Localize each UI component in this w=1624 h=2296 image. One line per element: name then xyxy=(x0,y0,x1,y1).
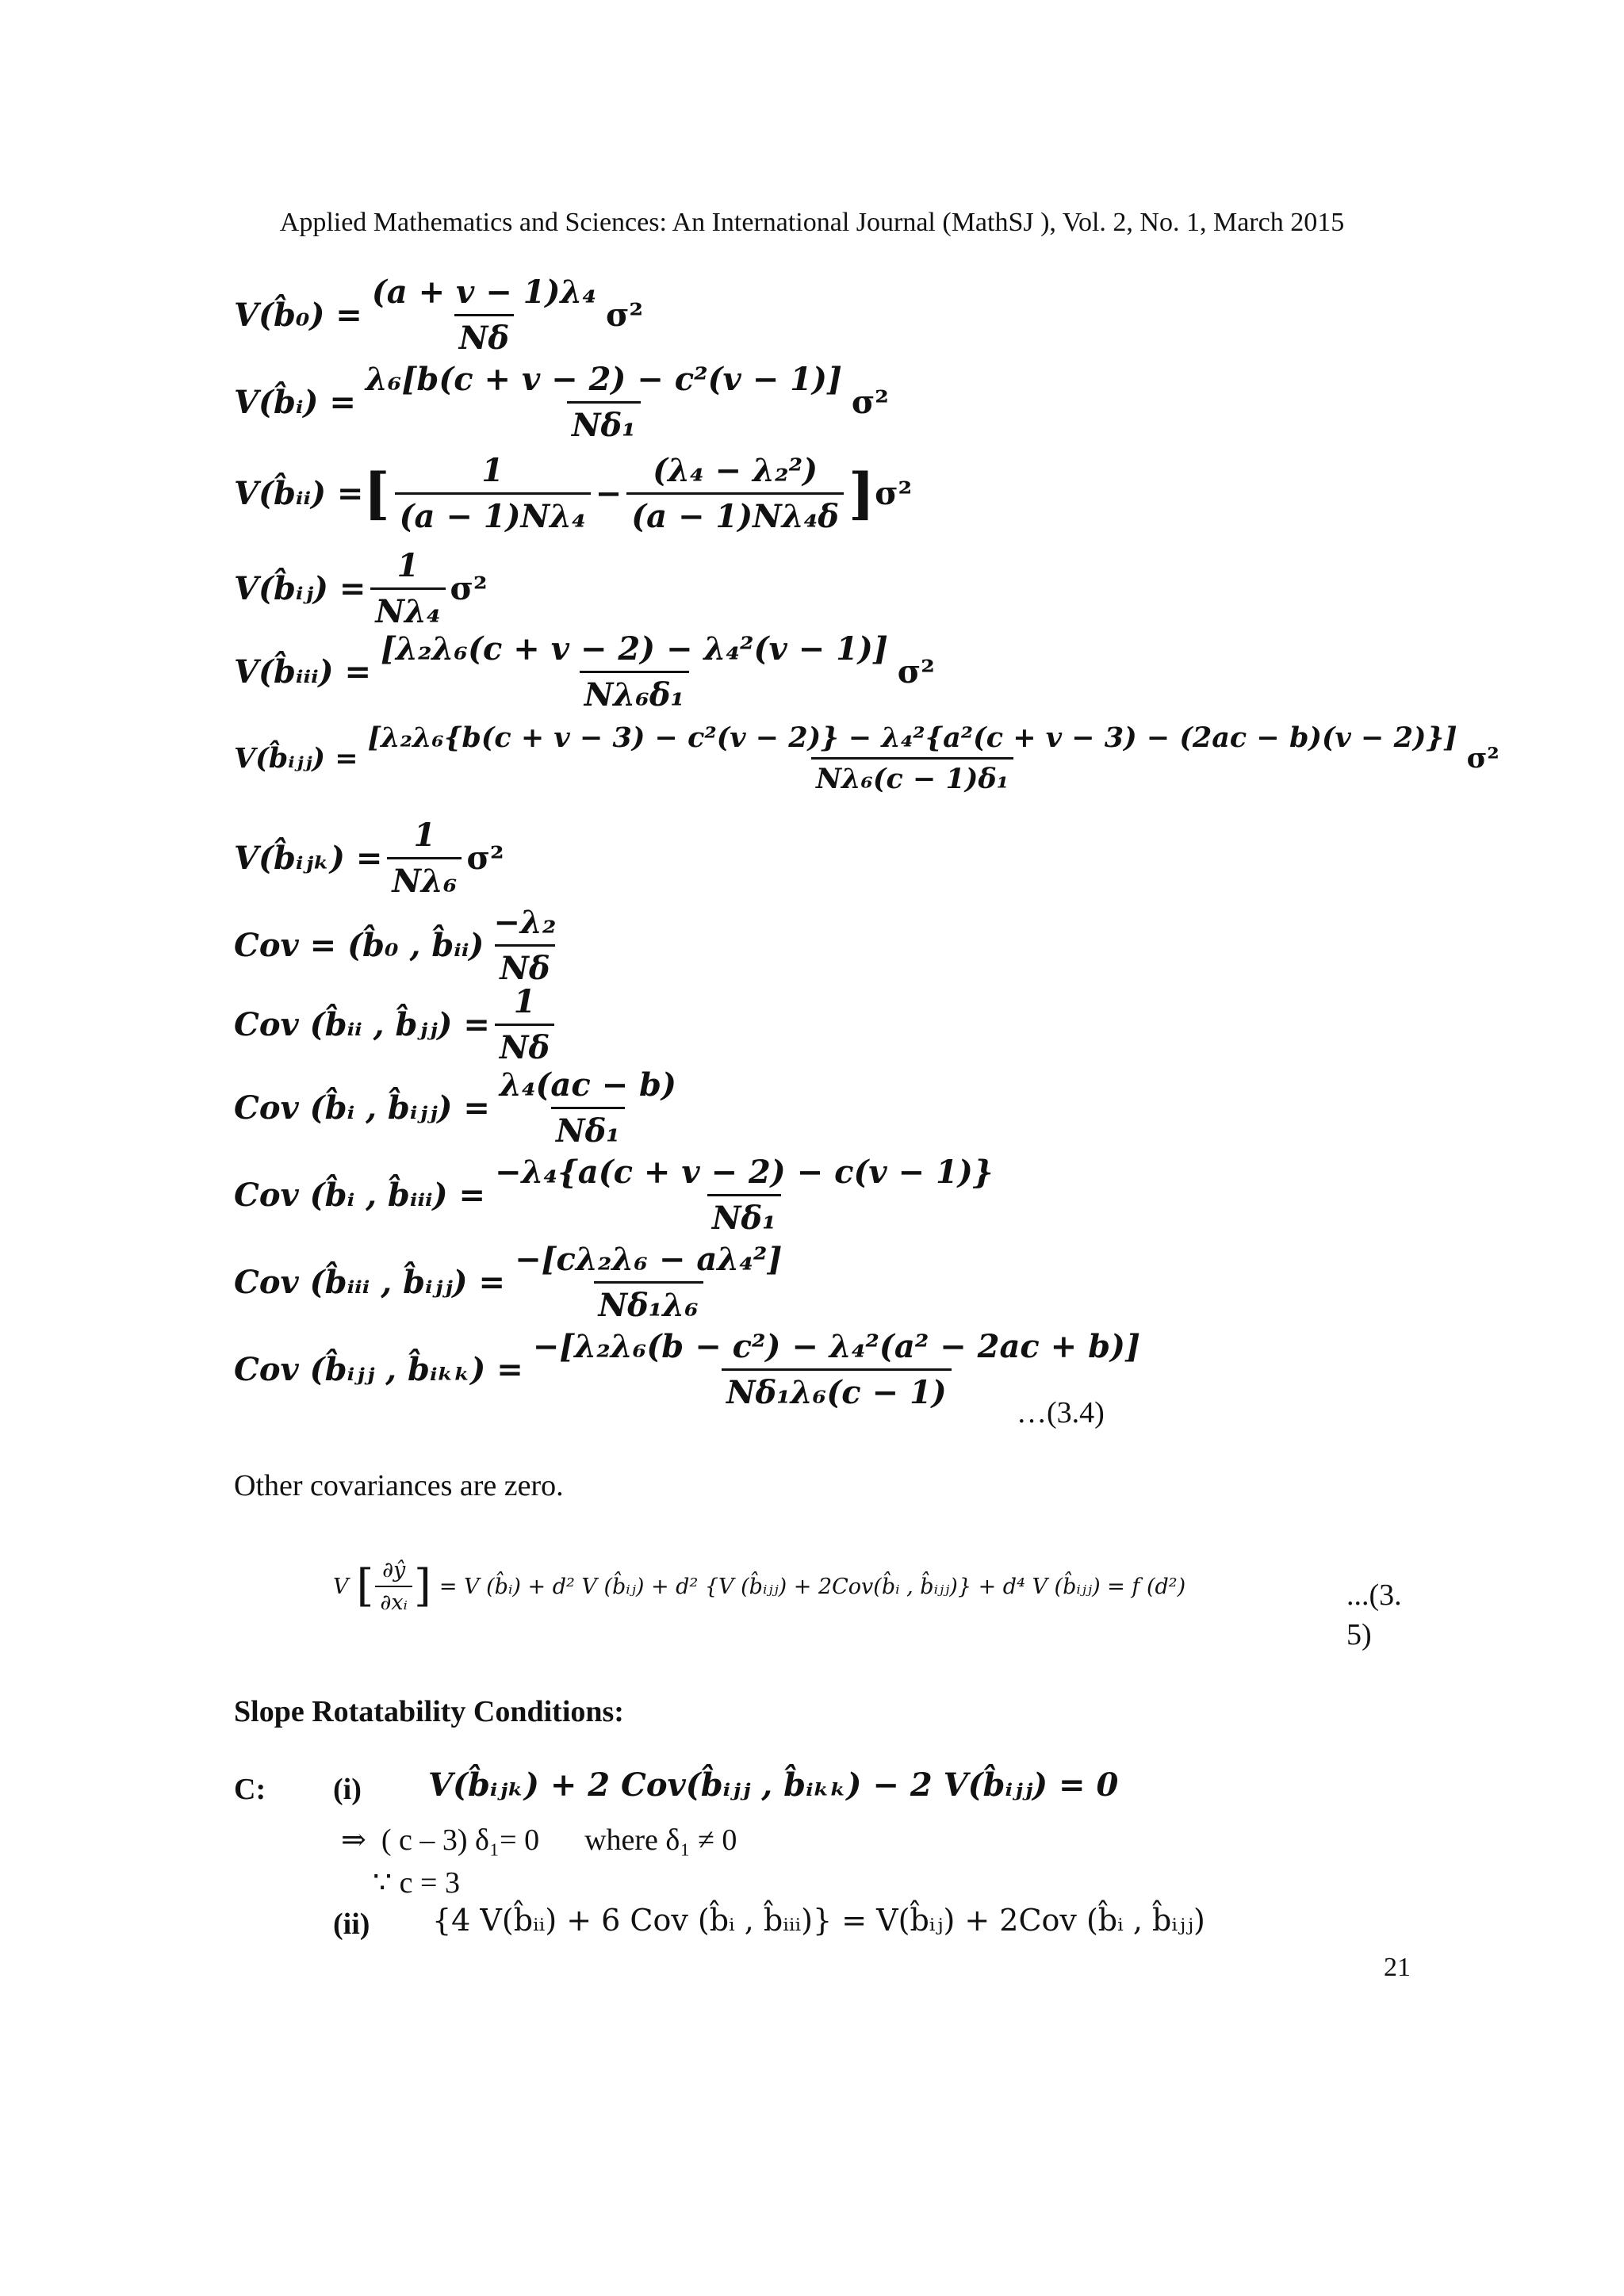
eq-fraction xyxy=(376,630,893,714)
eq-minus: − xyxy=(595,475,622,512)
eq-lhs: Cov = (b̂₀ , b̂ᵢᵢ) xyxy=(234,927,485,964)
condition-i-equation: V(b̂ᵢⱼₖ) + 2 Cov(b̂ᵢⱼⱼ , b̂ᵢₖₖ) − 2 V(b̂ᵢⱼⱼ) = 0 xyxy=(428,1766,1119,1804)
condition-ii-label: (ii) xyxy=(333,1908,370,1941)
eq35-lhs: V xyxy=(333,1574,349,1599)
right-bracket: ] xyxy=(848,460,875,526)
eq35-rhs: = V (b̂ᵢ) + d² V (b̂ᵢⱼ) + d² {V (b̂ᵢⱼⱼ) + 2Cov(b̂ᵢ , b̂ᵢⱼⱼ)} + d⁴ V (b̂ᵢⱼⱼ) = f (d²) xyxy=(439,1574,1186,1599)
eq-fraction xyxy=(490,1154,998,1237)
eq-lhs: V(b̂ᵢⱼₖ) = xyxy=(234,840,383,877)
eq-denominator: Nλ₄ xyxy=(370,587,445,630)
eq-denominator: Nδ xyxy=(495,944,554,987)
eq-fraction xyxy=(387,817,462,900)
eq-lhs: Cov (b̂ᵢᵢᵢ , b̂ᵢⱼⱼ) = xyxy=(234,1264,506,1301)
eq-tail: σ² xyxy=(450,570,488,607)
eq-tail: σ² xyxy=(875,475,913,512)
condition-i-since: ∵ c = 3 xyxy=(373,1866,460,1900)
equation-tag-3-5-b: 5) xyxy=(1346,1618,1372,1651)
equation-var-bijj xyxy=(234,721,1500,795)
body-text-other-covariances: Other covariances are zero. xyxy=(234,1469,564,1502)
eq-denominator: Nδ₁ xyxy=(567,401,641,444)
eq-denominator: Nδ₁λ₆ xyxy=(594,1281,703,1324)
eq-numerator: 1 xyxy=(396,547,419,584)
eq-fraction-1 xyxy=(395,452,591,535)
eq-lhs: V(b̂ᵢ) = xyxy=(234,384,356,421)
eq-numerator: −[cλ₂λ₆ − aλ₄²] xyxy=(515,1241,783,1278)
condition-i-label: (i) xyxy=(333,1773,362,1806)
condition-i-implication: ⇒ ( c – 3) δ₁= 0 where δ₁ ≠ 0 xyxy=(341,1823,737,1857)
eq-tail: σ² xyxy=(466,840,504,877)
eq-numerator: λ₆[b(c + v − 2) − c²(v − 1)] xyxy=(365,361,842,398)
eq35-right-bracket: ] xyxy=(413,1560,431,1612)
page-number: 21 xyxy=(1384,1953,1411,1982)
eq-fraction xyxy=(495,983,554,1066)
eq-tail: σ² xyxy=(851,384,889,421)
equation-var-bii xyxy=(234,452,912,535)
equation-tag-3-5-a: ...(3. xyxy=(1346,1578,1402,1612)
equation-cov-bi-bijj xyxy=(234,1066,686,1150)
eq-numerator: −[λ₂λ₆(b − c²) − λ₄²(a² − 2ac + b)] xyxy=(532,1328,1140,1365)
eq-numerator: [λ₂λ₆(c + v − 2) − λ₄²(v − 1)] xyxy=(381,630,888,668)
eq-fraction xyxy=(367,274,601,357)
equation-var-bij xyxy=(234,547,488,630)
equation-cov-bijj-bikk xyxy=(234,1328,1150,1411)
eq-lhs: V(b̂ᵢⱼ) = xyxy=(234,570,366,607)
running-header: Applied Mathematics and Sciences: An International Journal (MathSJ ), Vol. 2, No. 1, March 2015 xyxy=(279,208,1345,237)
equation-tag-3-4: …(3.4) xyxy=(1017,1396,1105,1429)
eq-lhs: V(b̂ᵢᵢ) = xyxy=(234,475,364,512)
equation-var-b0 xyxy=(234,274,643,357)
eq-numerator: −λ₄{a(c + v − 2) − c(v − 1)} xyxy=(494,1154,994,1191)
eq-denominator: Nλ₆ xyxy=(387,857,462,900)
eq35-numerator: ∂ŷ xyxy=(382,1558,406,1582)
eq-fraction xyxy=(363,721,1462,795)
eq-lhs: V(b̂ᵢᵢᵢ) = xyxy=(234,653,372,691)
eq-numerator: λ₄(ac − b) xyxy=(499,1066,676,1104)
eq-denominator: (a − 1)Nλ₄ xyxy=(395,492,591,535)
eq-lhs: V(b̂ᵢⱼⱼ) = xyxy=(234,742,358,775)
eq-denominator: Nδ xyxy=(495,1024,554,1066)
eq-denominator: Nλ₆δ₁ xyxy=(580,671,689,714)
eq-lhs: Cov (b̂ᵢ , b̂ᵢᵢᵢ) = xyxy=(234,1177,485,1214)
eq-tail: σ² xyxy=(1466,742,1500,775)
eq-tail: σ² xyxy=(605,297,643,334)
equation-cov-bii-bjj xyxy=(234,983,559,1066)
eq-denominator: Nδ₁λ₆(c − 1) xyxy=(722,1368,952,1411)
section-title-slope-rotatability: Slope Rotatability Conditions: xyxy=(234,1695,624,1728)
eq-denominator: (a − 1)Nλ₄δ xyxy=(626,492,844,535)
equation-var-bi xyxy=(234,361,889,444)
eq-fraction xyxy=(361,361,847,444)
condition-label-c: C: xyxy=(234,1773,266,1806)
eq-tail: σ² xyxy=(897,653,935,691)
eq-numerator: 1 xyxy=(481,452,504,489)
eq-lhs: V(b̂₀) = xyxy=(234,297,362,334)
eq-numerator: 1 xyxy=(413,817,436,854)
eq-lhs: Cov (b̂ᵢⱼⱼ , b̂ᵢₖₖ) = xyxy=(234,1351,523,1388)
left-bracket: [ xyxy=(363,460,390,526)
eq-numerator: [λ₂λ₆{b(c + v − 3) − c²(v − 2)} − λ₄²{a²(c + v − 3) − (2ac − b)(v − 2)}] xyxy=(367,721,1457,754)
condition-ii-equation: {4 V(b̂ᵢᵢ) + 6 Cov (b̂ᵢ , b̂ᵢᵢᵢ)} = V(b̂ᵢⱼ) + 2Cov (b̂ᵢ , b̂ᵢⱼⱼ) xyxy=(432,1903,1205,1938)
eq-lhs: Cov (b̂ᵢᵢ , b̂ⱼⱼ) = xyxy=(234,1006,490,1043)
equation-var-bijk xyxy=(234,817,504,900)
equation-var-biii xyxy=(234,630,935,714)
eq35-left-bracket: [ xyxy=(356,1560,374,1612)
eq-numerator: −λ₂ xyxy=(493,904,557,941)
eq-fraction xyxy=(510,1241,787,1324)
equation-cov-b0-bii xyxy=(234,904,565,987)
eq-denominator: Nδ xyxy=(454,314,514,357)
eq-denominator: Nλ₆(c − 1)δ₁ xyxy=(811,757,1013,795)
eq-numerator: 1 xyxy=(513,983,536,1020)
eq-fraction-2 xyxy=(626,452,844,535)
equation-cov-biii-bijj xyxy=(234,1241,791,1324)
eq-fraction xyxy=(370,547,445,630)
eq-numerator: (λ₄ − λ₂²) xyxy=(653,452,818,489)
eq35-fraction xyxy=(375,1558,412,1615)
eq-numerator: (a + v − 1)λ₄ xyxy=(371,274,596,311)
equation-3-5 xyxy=(333,1558,1185,1615)
eq-denominator: Nδ₁ xyxy=(551,1107,625,1150)
eq-denominator: Nδ₁ xyxy=(707,1194,781,1237)
eq-lhs: Cov (b̂ᵢ , b̂ᵢⱼⱼ) = xyxy=(234,1089,490,1127)
eq-fraction xyxy=(488,904,561,987)
eq35-denominator: ∂xᵢ xyxy=(375,1586,412,1615)
eq-fraction xyxy=(495,1066,681,1150)
equation-cov-bi-biii xyxy=(234,1154,1002,1237)
